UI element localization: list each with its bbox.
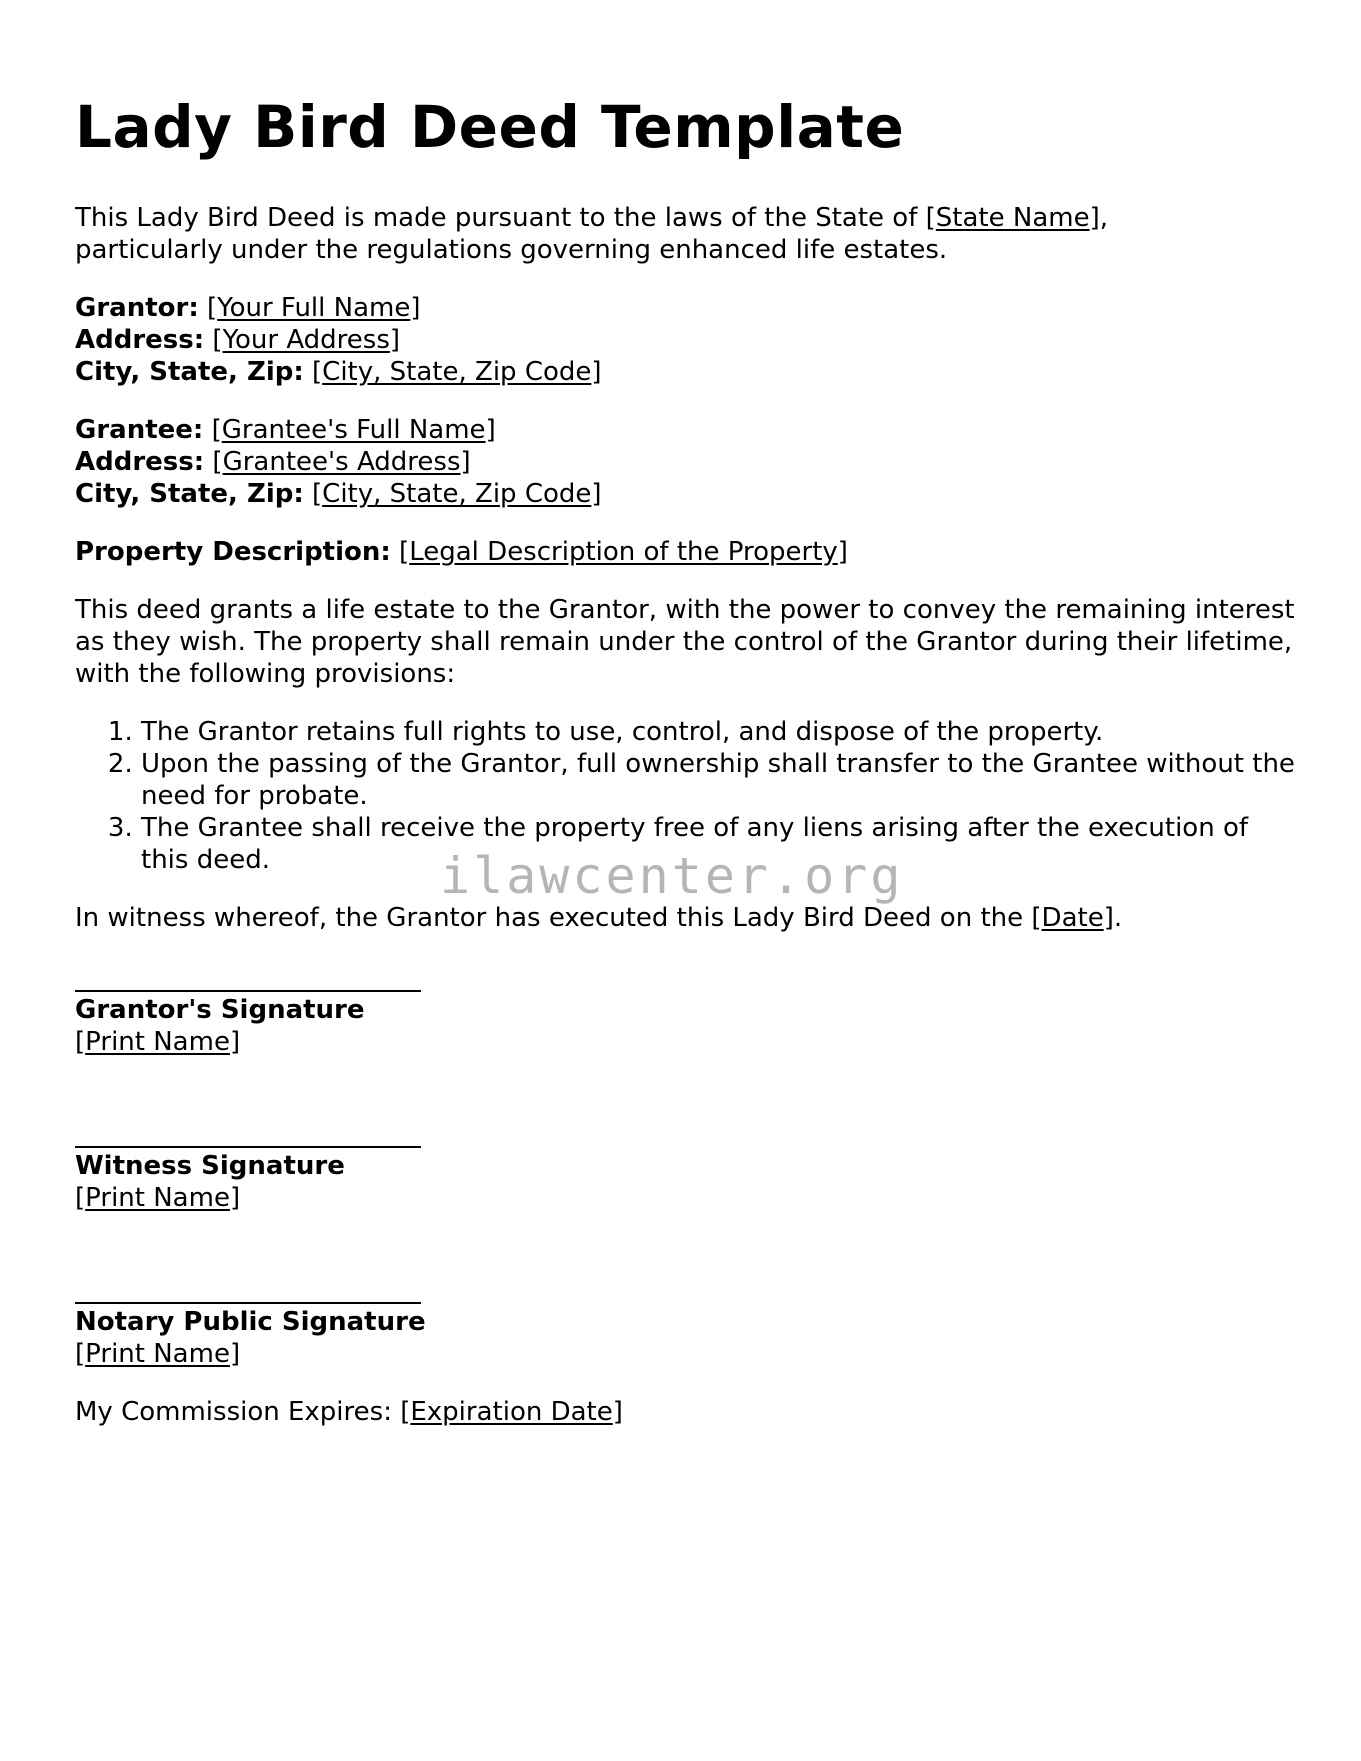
document-page bbox=[75, 92, 1295, 1454]
state-name-placeholder: State Name bbox=[935, 203, 1090, 233]
witness-signature-title: Witness Signature bbox=[75, 1151, 345, 1181]
grantee-address-label: Address: bbox=[75, 447, 205, 477]
grantor-name-placeholder: Your Full Name bbox=[217, 293, 411, 323]
list-item: 1. The Grantor retains full rights to use, control, and dispose of the property. bbox=[141, 716, 1295, 748]
signature-line bbox=[75, 1272, 421, 1304]
commission-expires bbox=[75, 1396, 1295, 1428]
intro-text-line2: particularly under the regulations governing enhanced life estates. bbox=[75, 235, 948, 265]
grantor-address-label: Address: bbox=[75, 325, 205, 355]
signature-line bbox=[75, 960, 421, 992]
intro-text: This Lady Bird Deed is made pursuant to the laws of the State of [ bbox=[75, 203, 936, 233]
witness-signature-block: Witness Signature [Print Name] bbox=[75, 1116, 1295, 1214]
list-item: 2. Upon the passing of the Grantor, full ownership shall transfer to the Grantee without the need for probate. bbox=[141, 748, 1295, 812]
notary-signature-block: Notary Public Signature [Print Name] bbox=[75, 1272, 1295, 1370]
grantor-csz-placeholder: City, State, Zip Code bbox=[322, 357, 592, 387]
watermark: ilawcenter.org bbox=[440, 847, 904, 905]
intro-paragraph bbox=[75, 202, 1295, 266]
intro-text-end: ], bbox=[1089, 203, 1108, 233]
witness-text-end: ]. bbox=[1103, 903, 1123, 933]
grantor-signature-title: Grantor's Signature bbox=[75, 995, 365, 1025]
grantor-block: Grantor: [Your Full Name] Address: [Your Address] City, State, Zip: [City, State, Zip Code] bbox=[75, 293, 602, 387]
grantee-csz-placeholder: City, State, Zip Code bbox=[322, 479, 592, 509]
grantor-csz-label: City, State, Zip: bbox=[75, 357, 304, 387]
commission-label: My Commission Expires: [ bbox=[75, 1397, 411, 1427]
witness-print-name-placeholder: Print Name bbox=[85, 1183, 230, 1213]
grantor-address-placeholder: Your Address bbox=[222, 325, 390, 355]
expiration-date-placeholder: Expiration Date bbox=[410, 1397, 613, 1427]
witness-text: In witness whereof, the Grantor has executed this Lady Bird Deed on the [ bbox=[75, 903, 1042, 933]
property-description: Property Description: [Legal Description of the Property] bbox=[75, 537, 848, 567]
grantee-csz-label: City, State, Zip: bbox=[75, 479, 304, 509]
grant-paragraph: This deed grants a life estate to the Grantor, with the power to convey the remaining interest as they wish. The property shall remain under the control of the Grantor during their lifetime, with the following provisions: bbox=[75, 595, 1295, 689]
list-item: 3. The Grantee shall receive the property free of any liens arising after the execution of this deed. bbox=[141, 812, 1295, 876]
property-label: Property Description: bbox=[75, 537, 391, 567]
commission-end: ] bbox=[612, 1397, 623, 1427]
grantee-name-placeholder: Grantee's Full Name bbox=[221, 415, 486, 445]
grantor-signature-block: Grantor's Signature [Print Name] bbox=[75, 960, 1295, 1058]
grantee-block: Grantee: [Grantee's Full Name] Address: [Grantee's Address] City, State, Zip: [City, State, Zip Code] bbox=[75, 415, 602, 509]
grantee-label: Grantee: bbox=[75, 415, 204, 445]
grantor-label: Grantor: bbox=[75, 293, 199, 323]
signature-line bbox=[75, 1116, 421, 1148]
witness-paragraph bbox=[75, 902, 1295, 934]
date-placeholder: Date bbox=[1041, 903, 1104, 933]
grantee-address-placeholder: Grantee's Address bbox=[222, 447, 461, 477]
notary-signature-title: Notary Public Signature bbox=[75, 1307, 426, 1337]
notary-print-name-placeholder: Print Name bbox=[85, 1339, 230, 1369]
page-title: Lady Bird Deed Template bbox=[75, 93, 905, 161]
property-placeholder: Legal Description of the Property bbox=[409, 537, 838, 567]
grantor-print-name-placeholder: Print Name bbox=[85, 1027, 230, 1057]
